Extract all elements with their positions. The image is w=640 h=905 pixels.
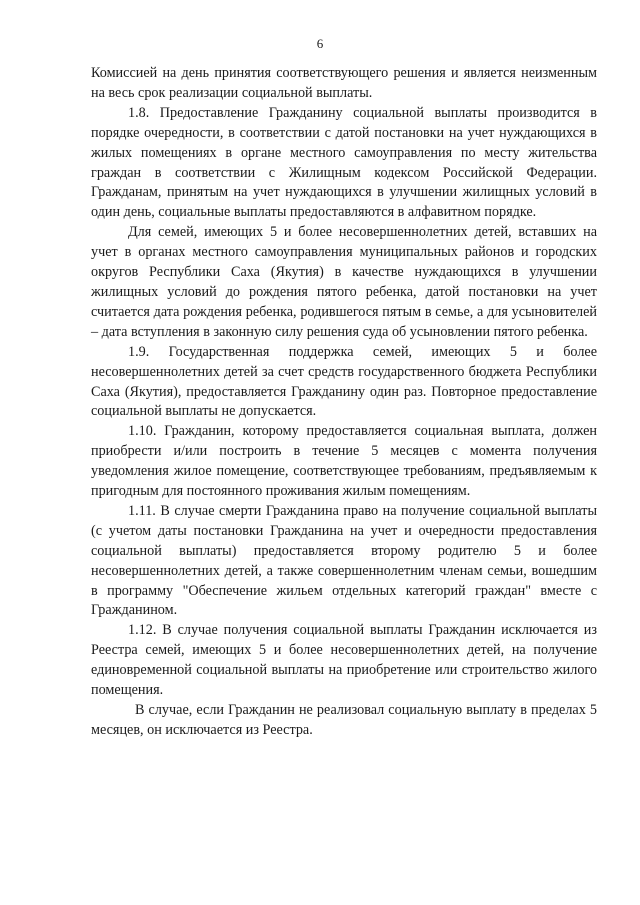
- paragraph-continuation: Комиссией на день принятия соответствующего решения и является неизменным на весь срок реализации социальной выплаты.: [91, 65, 597, 101]
- paragraph-1-11: 1.11. В случае смерти Гражданина право на получение социальной выплаты (с учетом даты постановки Гражданина на учет и очередности предоставления социальной выплаты) предоставляется второму родителю 5 и более несовершеннолетних детей, а также совершеннолетним членам семьи, вошедшим в программу "Обеспечение жильем отдельных категорий граждан" вместе с Гражданином.: [91, 502, 597, 619]
- document-body: [91, 64, 597, 741]
- paragraph-registry-exclusion: В случае, если Гражданин не реализовал социальную выплату в пределах 5 месяцев, он исключается из Реестра.: [91, 702, 597, 738]
- paragraph-1-9: 1.9. Государственная поддержка семей, имеющих 5 и более несовершеннолетних детей за счет средств государственного бюджета Республики Саха (Якутия), предоставляется Гражданину один раз. Повторное предоставление социальной выплаты не допускается.: [91, 343, 597, 420]
- paragraph-large-families-registration: Для семей, имеющих 5 и более несовершеннолетних детей, вставших на учет в органах местного самоуправления муниципальных районов и городских округов Республики Саха (Якутия) в качестве нуждающихся в улучшении жилищных условий до рождения пятого ребенка, датой постановки на учет считается дата рождения ребенка, родившегося пятым в семье, а для усыновителей – дата вступления в законную силу решения суда об усыновлении пятого ребенка.: [91, 224, 597, 340]
- page-number: 6: [316, 36, 324, 51]
- paragraph-1-12: 1.12. В случае получения социальной выплаты Гражданин исключается из Реестра семей, имеющих 5 и более несовершеннолетних детей, на получение единовременной социальной выплаты на приобретение или строительство жилого помещения.: [91, 622, 597, 699]
- paragraph-1-8: 1.8. Предоставление Гражданину социальной выплаты производится в порядке очередности, в соответствии с датой постановки на учет нуждающихся в жилых помещениях в органе местного самоуправления по месту жительства граждан в соответствии с Жилищным кодексом Российской Федерации. Гражданам, принятым на учет нуждающихся в улучшении жилищных условий в один день, социальные выплаты предоставляются в алфавитном порядке.: [91, 104, 597, 221]
- paragraph-1-10: 1.10. Гражданин, которому предоставляется социальная выплата, должен приобрести и/или построить в течение 5 месяцев с момента получения уведомления жилое помещение, соответствующее требованиям, предъявляемым к пригодным для постоянного проживания жилым помещениям.: [91, 423, 597, 500]
